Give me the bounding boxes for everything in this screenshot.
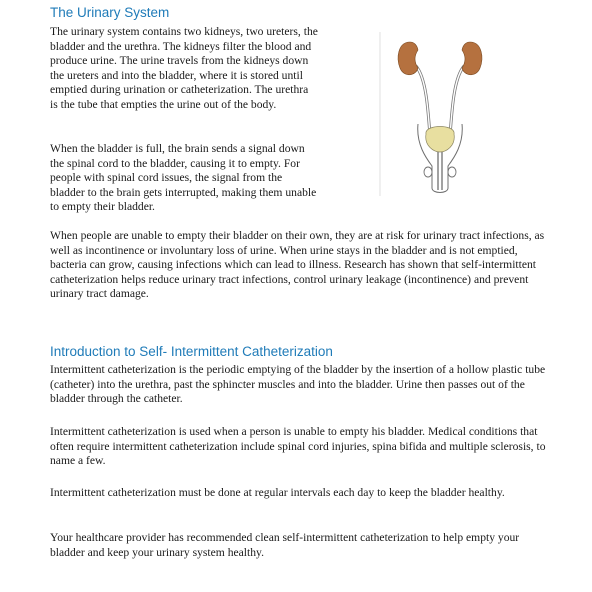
- paragraph-catheterization-intervals: Intermittent catheterization must be done at regular intervals each day to keep the bladder healthy.: [50, 486, 505, 499]
- paragraph-catheterization-conditions: Intermittent catheterization is used when a person is unable to empty his bladder. Medical conditions that often require intermittent catheterization include spinal cord injuries, spina bifida and multiple sclerosis, to name a few.: [50, 425, 546, 468]
- bladder: [426, 127, 455, 153]
- paragraph-healthcare-recommendation: Your healthcare provider has recommended clean self-intermittent catheterization to help empty your bladder and keep your urinary system healthy.: [50, 531, 520, 559]
- right-testis: [448, 167, 456, 177]
- right-kidney: [462, 42, 482, 75]
- section-heading-self-intermittent-catheterization: Introduction to Self- Intermittent Catheterization: [50, 344, 333, 359]
- paragraph-bladder-signal: When the bladder is full, the brain sends a signal down the spinal cord to the bladder, causing it to empty. For people with spinal cord issues, the signal from the bladder to the brain gets interrupted, making them unable to empty their bladder.: [50, 142, 317, 214]
- left-testis: [424, 167, 432, 177]
- section-heading-urinary-system: The Urinary System: [50, 5, 170, 20]
- paragraph-infection-risk: When people are unable to empty their bladder on their own, they are at risk for urinary tract infections, as well as incontinence or involuntary loss of urine. When urine stays in the bladder and is not emptied, bacteria can grow, causing infections which can lead to illness. Research has shown that self-intermittent catheterization helps reduce urinary tract infections, control urinary leakage (incontinence) and prevent urinary tract damage.: [50, 229, 545, 301]
- paragraph-catheterization-definition: Intermittent catheterization is the periodic emptying of the bladder by the insertion of a hollow plastic tube (catheter) into the urethra, past the sphincter muscles and into the bladder. Urine then passes out of the bladder through the catheter.: [50, 363, 546, 406]
- paragraph-urinary-system-intro: The urinary system contains two kidneys, two ureters, the bladder and the urethra. The kidneys filter the blood and produce urine. The urine travels from the kidneys down the ureters and into the bladder, where it is stored until emptied during urination or catheterization. The urethra is the tube that empties the urine out of the body.: [50, 25, 318, 111]
- urinary-system-diagram: [376, 28, 496, 200]
- left-kidney: [398, 42, 418, 75]
- urinary-system-illustration: [376, 28, 496, 200]
